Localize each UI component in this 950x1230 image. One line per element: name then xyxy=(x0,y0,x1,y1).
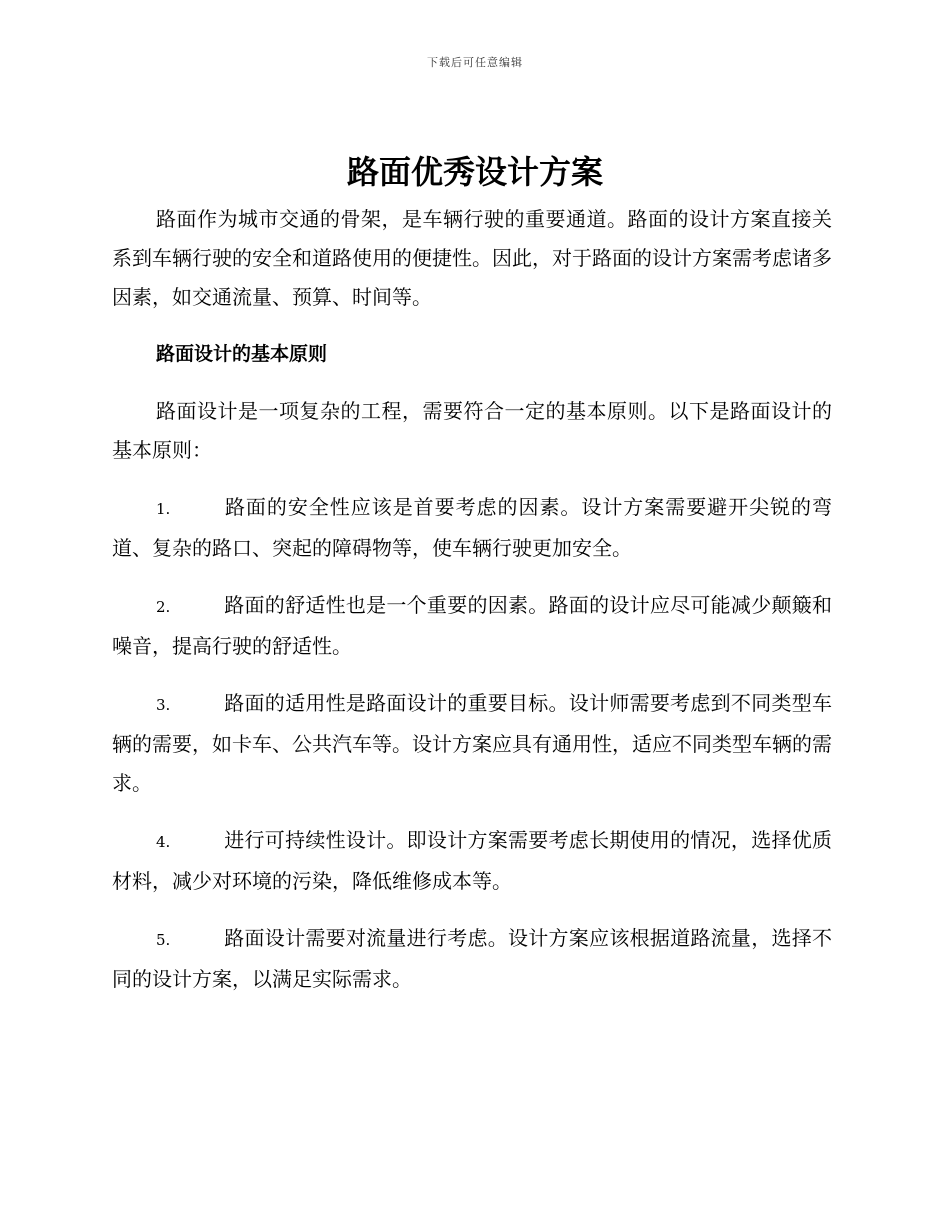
page-header: 下载后可任意编辑 xyxy=(427,56,523,69)
list-item-number: 4. xyxy=(156,833,171,851)
intro-paragraph: 路面作为城市交通的骨架，是车辆行驶的重要通道。路面的设计方案直接关系到车辆行驶的安全和道路使用的便捷性。因此，对于路面的设计方案需考虑诸多因素，如交通流量、预算、时间等。 xyxy=(112,207,832,309)
document-title: 路面优秀设计方案 xyxy=(346,153,603,191)
list-item xyxy=(112,919,832,999)
list-item xyxy=(112,488,832,568)
section-intro-paragraph: 路面设计是一项复杂的工程，需要符合一定的基本原则。以下是路面设计的基本原则： xyxy=(112,399,832,462)
list-item xyxy=(112,684,832,803)
list-item-number: 3. xyxy=(156,696,171,714)
list-item xyxy=(112,821,832,901)
list-item-number: 1. xyxy=(156,500,171,518)
document-body xyxy=(112,200,832,1017)
list-item-number: 5. xyxy=(156,931,171,949)
list-item-text: 进行可持续性设计。即设计方案需要考虑长期使用的情况，选择优质材料，减少对环境的污染，降低维修成本等。 xyxy=(112,828,832,893)
list-item-text: 路面的适用性是路面设计的重要目标。设计师需要考虑到不同类型车辆的需要，如卡车、公共汽车等。设计方案应具有通用性，适应不同类型车辆的需求。 xyxy=(112,691,832,795)
list-item-text: 路面设计需要对流量进行考虑。设计方案应该根据道路流量，选择不同的设计方案，以满足实际需求。 xyxy=(112,926,832,991)
list-item-text: 路面的舒适性也是一个重要的因素。路面的设计应尽可能减少颠簸和噪音，提高行驶的舒适性。 xyxy=(112,593,832,658)
list-item-text: 路面的安全性应该是首要考虑的因素。设计方案需要避开尖锐的弯道、复杂的路口、突起的障碍物等，使车辆行驶更加安全。 xyxy=(112,495,832,560)
section-heading: 路面设计的基本原则 xyxy=(156,343,328,365)
list-item xyxy=(112,586,832,666)
list-item-number: 2. xyxy=(156,598,171,616)
